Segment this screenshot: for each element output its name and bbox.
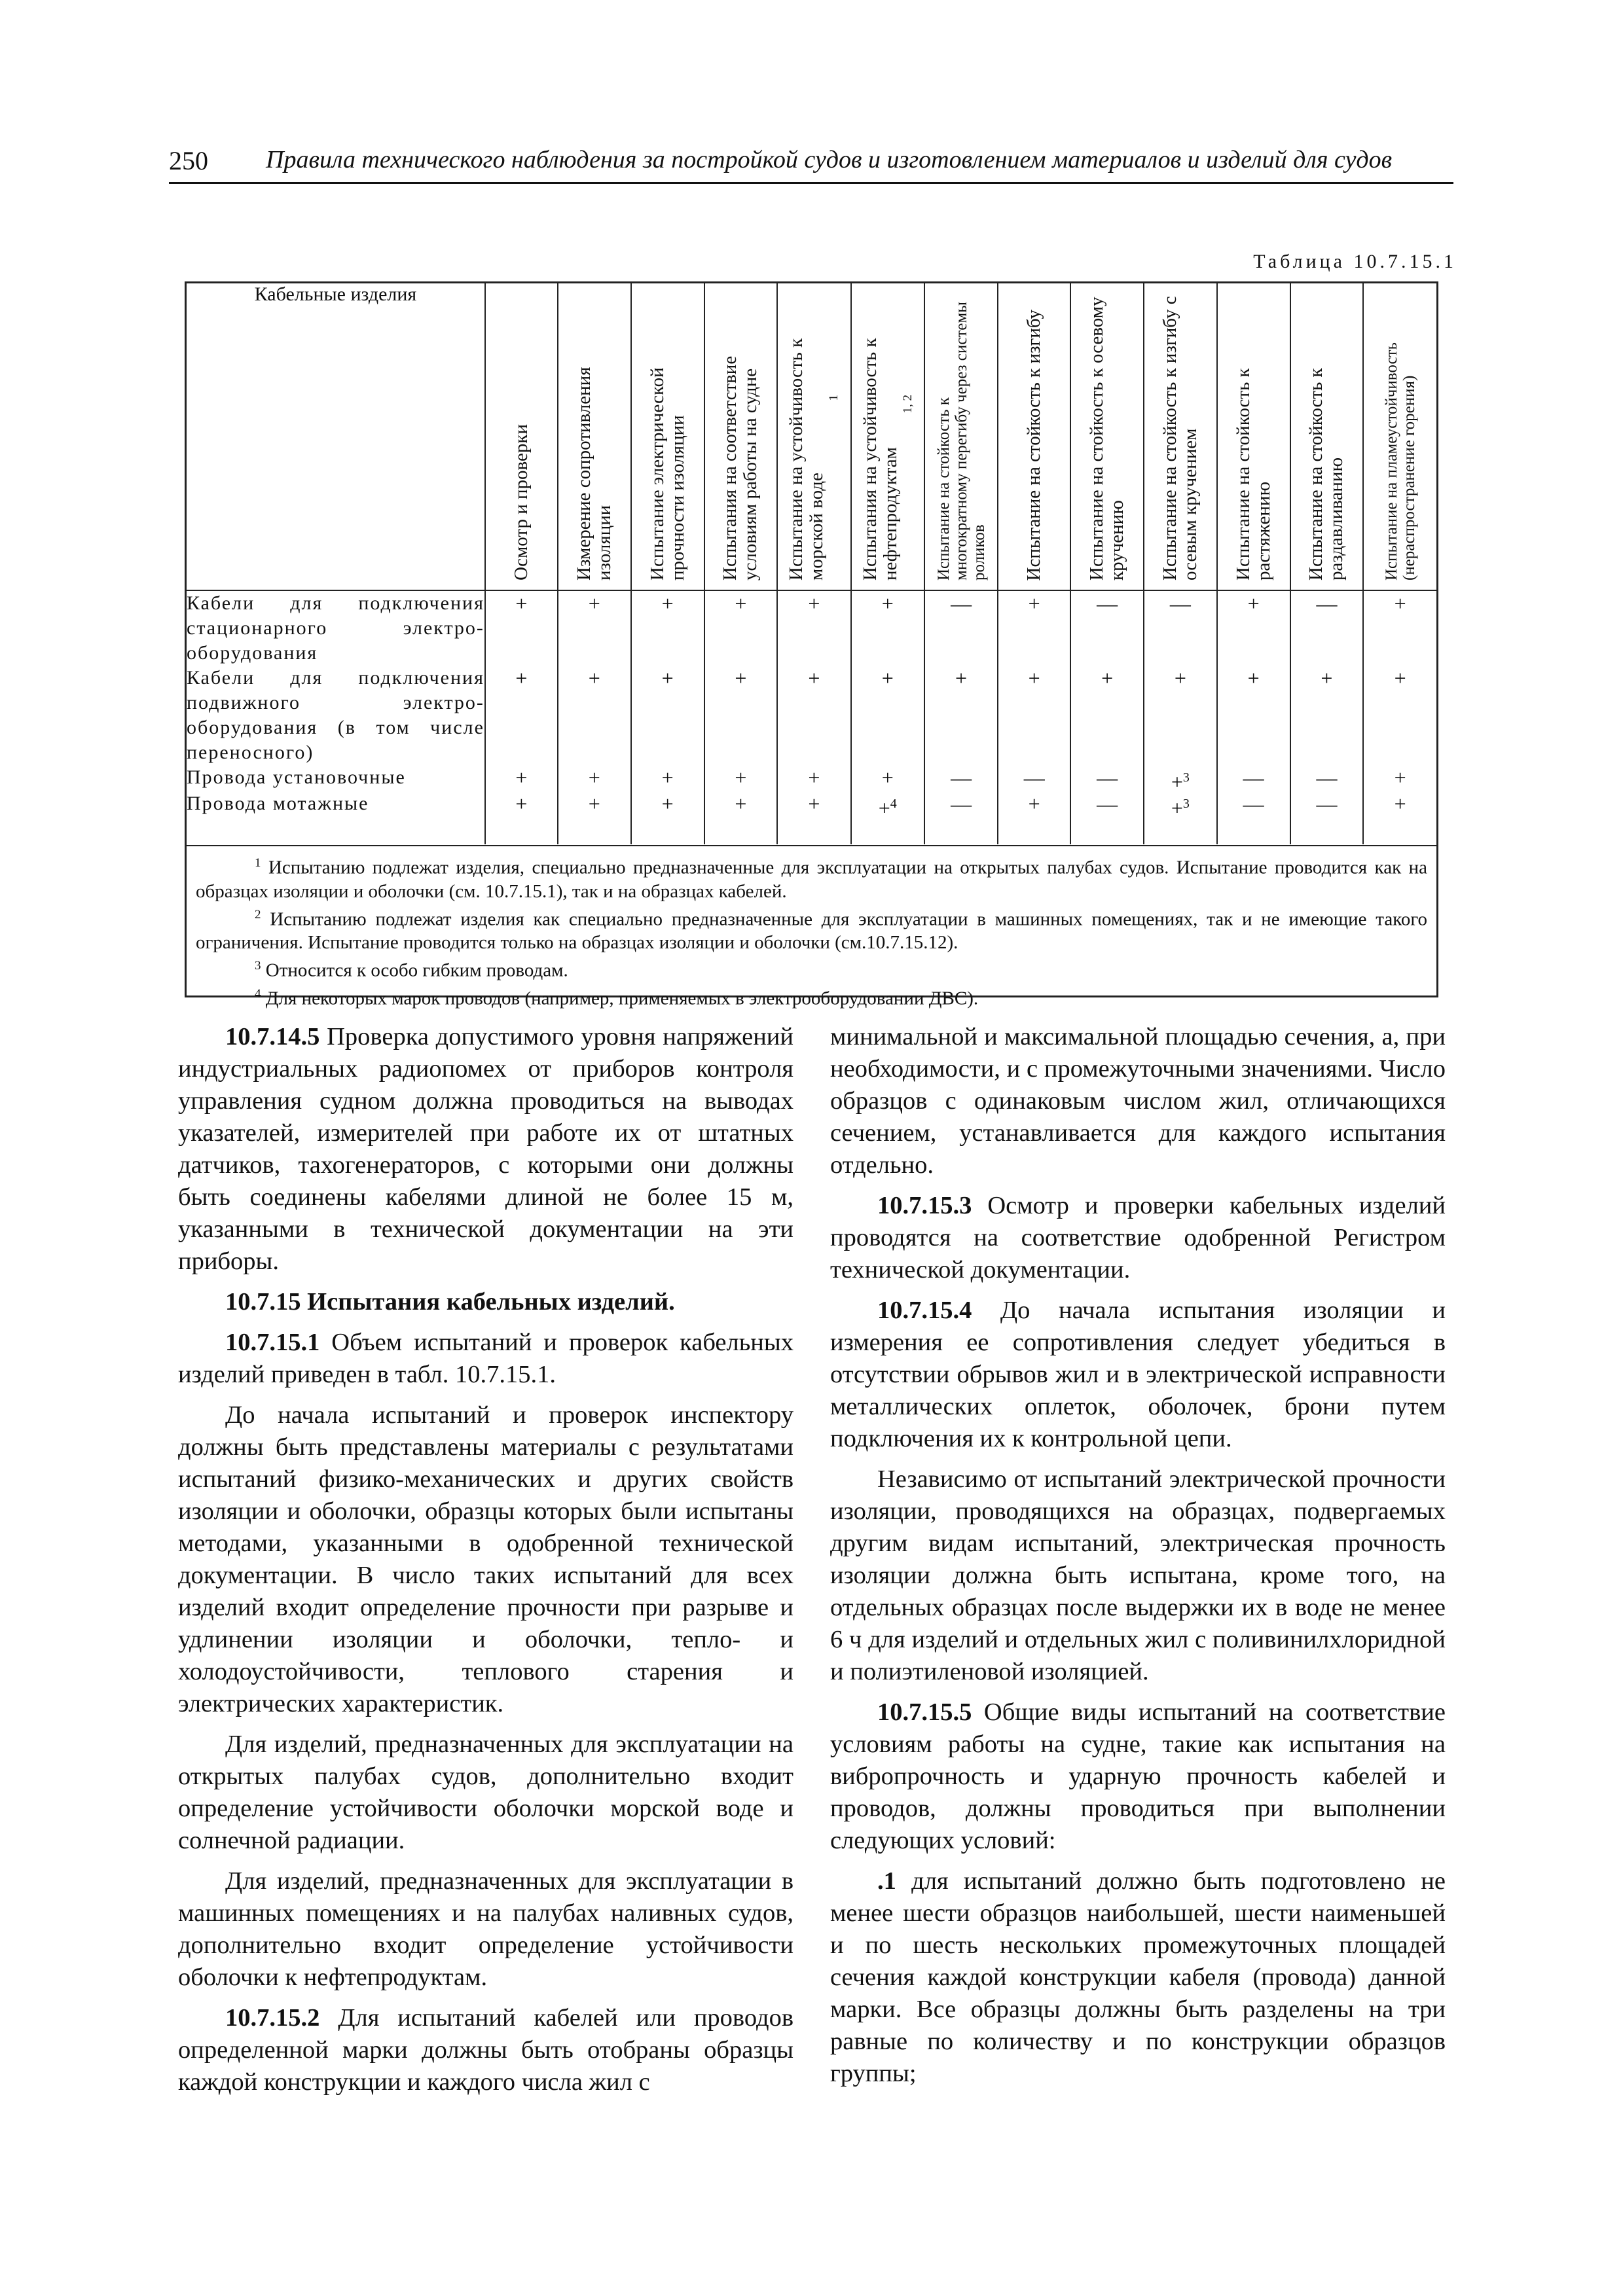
mark-required: + [1321, 666, 1333, 690]
mark-required: + [735, 766, 747, 789]
mark-footnote-ref: 3 [1182, 797, 1190, 811]
mark-required: + [881, 592, 894, 615]
column-header-1 [485, 283, 558, 590]
paragraph-number: 10.7.15.1 [225, 1329, 320, 1356]
column-header-9 [1070, 283, 1144, 590]
paragraph-text: для испытаний должно быть подготовлено не менее шести образцов наибольшей, шести наименьшей и по шесть нескольких промежуточных площадей сечения каждой конструкции кабеля (провода) данной марки. Все образцы должны быть разделены на три равные по количеству и по конструкции образцов группы; [830, 1867, 1446, 2087]
paragraph [178, 1327, 793, 1391]
column-header-label: Испытание на стойкость к раздавливанию [1305, 368, 1347, 581]
mark-not-required: — [1243, 792, 1264, 816]
mark-required: + [1171, 770, 1183, 794]
paragraph-text: Проверка допустимого уровня напряжений индустриальных радиопомех от приборов контроля управления судном должна проводиться на выводах указателей, измерителей при работе их от штатных датчиков, тахогенераторов, с которыми они должны быть соединены кабелями длиной не более 15 м, указанными в технической документации на эти приборы. [178, 1023, 793, 1275]
mark-required: + [588, 666, 600, 690]
mark-required: + [1394, 592, 1406, 615]
mark-required: + [1247, 666, 1260, 690]
column-header-label: Испытание на стойкость к изгибу [1023, 309, 1045, 581]
mark-required: + [1174, 666, 1186, 690]
mark-required: + [1028, 666, 1040, 690]
column-header-label: Испытание на стойкость к изгибу с осевым кручением [1159, 296, 1201, 581]
paragraph-text: Для испытаний кабелей или проводов определенной марки должны быть отобраны образцы каждой конструкции и каждого числа жил с [178, 2004, 793, 2096]
mark-required: + [1394, 792, 1406, 816]
table-grid [187, 283, 1436, 844]
paragraph-number: 10.7.15.5 [877, 1698, 972, 1726]
mark-required: + [588, 792, 600, 816]
paragraph [830, 1021, 1446, 1181]
paragraph [178, 2002, 793, 2098]
paragraph-number: 10.7.14.5 [225, 1023, 320, 1050]
mark-column-11 [1217, 590, 1290, 844]
paragraph [830, 1865, 1446, 2090]
column-header-label: Испытания на устойчивость к нефтепродуктам [859, 338, 901, 581]
mark-column-3 [631, 590, 704, 844]
row-name: Кабели для подключения подвижного электро-оборудования (в том числе переносного) [187, 667, 484, 763]
footnote-text: Относится к особо гибким проводам. [261, 960, 568, 981]
mark-column-7 [924, 590, 998, 844]
paragraph-text: минимальной и максимальной площадью сечения, а, при необходимости, и с промежуточными значениями. Число образцов с одинаковым числом жил, отличающихся сечением, устанавливается для каждого испытания отдельно. [830, 1023, 1446, 1179]
mark-not-required: — [1097, 766, 1118, 789]
mark-not-required: — [1316, 792, 1338, 816]
column-header-label: Испытание на стойкость к осевому кручению [1086, 296, 1128, 581]
text-column-left [178, 1021, 793, 2107]
mark-footnote-ref: 4 [890, 797, 897, 811]
mark-required: + [515, 592, 528, 615]
mark-column-10 [1144, 590, 1217, 844]
column-header-label: Испытание на стойкость к многократному перегибу через системы роликов [934, 302, 988, 581]
column-header-label: Испытание на устойчивость к морской воде [786, 338, 828, 581]
row-name: Провода мотажные [187, 793, 369, 814]
mark-required: + [661, 766, 674, 789]
mark-required: + [808, 592, 820, 615]
paragraph [830, 1295, 1446, 1455]
mark-required: + [808, 666, 820, 690]
paragraph [830, 1463, 1446, 1688]
mark-not-required: — [951, 792, 972, 816]
paragraph [178, 1865, 793, 1994]
paragraph-text: До начала испытаний и проверок инспектору должны быть представлены материалы с результатами испытаний физико-механических и других свойств изоляции и оболочки, образцы которых были испытаны методами, указанными в одобренной технической документации. В число таких испытаний для всех изделий входит определение прочности при разрыве и удлинении изоляции и оболочки, тепло- и холодоустойчивости, теплового старения и электрических характеристик. [178, 1401, 793, 1717]
paragraph [178, 1021, 793, 1278]
footnote [196, 982, 1427, 1011]
mark-required: + [1028, 792, 1040, 816]
row-name: Провода установочные [187, 766, 406, 788]
paragraph-number: 10.7.15 Испытания кабельных изделий. [225, 1288, 675, 1316]
paragraph-number: 10.7.15.2 [225, 2004, 320, 2032]
column-header-4 [704, 283, 778, 590]
mark-not-required: — [1316, 766, 1338, 789]
mark-required: + [588, 766, 600, 789]
paragraph-number: .1 [877, 1867, 896, 1895]
page-header [169, 143, 1453, 184]
mark-column-13 [1363, 590, 1436, 844]
column-header-label: Испытание на стойкость к растяжению [1232, 368, 1274, 581]
mark-not-required: — [1097, 792, 1118, 816]
mark-footnote-ref: 3 [1182, 770, 1190, 785]
column-header-footnote-ref: 1, 2 [900, 395, 915, 414]
column-header-13 [1363, 283, 1436, 590]
mark-required: + [808, 792, 820, 816]
mark-required: + [881, 766, 894, 789]
footnote [196, 903, 1427, 955]
mark-required: + [808, 766, 820, 789]
paragraph-text: Для изделий, предназначенных для эксплуатации на открытых палубах судов, дополнительно входит определение устойчивости оболочки морской воде и солнечной радиации. [178, 1731, 793, 1854]
column-header-6 [851, 283, 924, 590]
mark-column-5 [777, 590, 850, 844]
paragraph-text: Общие виды испытаний на соответствие условиям работы на судне, такие как испытания на вибропрочность и ударную прочность кабелей и проводов, должны проводиться при выполнении следующих условий: [830, 1698, 1446, 1854]
mark-required: + [1394, 766, 1406, 789]
column-header-label: Испытание на пламеустойчивость (нераспространение горения) [1382, 342, 1418, 581]
mark-required: + [735, 792, 747, 816]
mark-not-required: — [1169, 592, 1191, 615]
row-name: Кабели для подключения стационарного электро-оборудования [187, 592, 484, 664]
column-header-7 [924, 283, 998, 590]
mark-required: + [661, 666, 674, 690]
text-column-right [830, 1021, 1446, 2098]
paragraph [178, 1729, 793, 1857]
mark-column-1 [485, 590, 558, 844]
column-header-footnote-ref: 1 [827, 395, 841, 401]
mark-required: + [878, 796, 890, 820]
footnote-text: Испытанию подлежат изделия как специально предназначенные для эксплуатации в машинных помещениях, так и не имеющие такого ограничения. Испытание проводится только на образцах изоляции и оболочки (см.10.7.15.12). [196, 908, 1427, 954]
footnote-number: 2 [255, 907, 261, 922]
mark-not-required: — [951, 592, 972, 615]
mark-required: + [881, 666, 894, 690]
mark-required: + [515, 666, 528, 690]
footnote [196, 852, 1427, 903]
column-header-label: Испытания на соответствие условиям работы на судне [720, 355, 761, 581]
mark-required: + [661, 792, 674, 816]
column-header-label: Испытание электрической прочности изоляции [646, 367, 688, 581]
table-corner-header: Кабельные изделия [187, 283, 485, 590]
mark-required: + [735, 666, 747, 690]
table-caption: Таблица 10.7.15.1 [1253, 251, 1457, 272]
table-footnotes [187, 845, 1436, 1011]
row-names-cell [187, 590, 485, 844]
mark-required: + [661, 592, 674, 615]
footnote [196, 954, 1427, 982]
mark-required: + [735, 592, 747, 615]
mark-required: + [1101, 666, 1114, 690]
running-title: Правила технического наблюдения за постройкой судов и изготовлением материалов и изделий для судов [266, 146, 1393, 173]
paragraph [830, 1696, 1446, 1857]
mark-not-required: — [1316, 592, 1338, 615]
column-header-12 [1290, 283, 1364, 590]
paragraph-text: До начала испытания изоляции и измерения ее сопротивления следует убедиться в отсутствии обрывов жил и в электрической исправности металлических оплеток, оболочек, брони путем подключения их к контрольной цепи. [830, 1297, 1446, 1452]
mark-not-required: — [1097, 592, 1118, 615]
column-header-label: Измерение сопротивления изоляции [573, 367, 615, 581]
footnote-text: Для некоторых марок проводов (например, применяемых в электрооборудовании ДВС). [261, 988, 979, 1009]
paragraph-text: Объем испытаний и проверок кабельных изделий приведен в табл. 10.7.15.1. [178, 1329, 793, 1388]
column-header-8 [998, 283, 1070, 590]
mark-required: + [515, 766, 528, 789]
mark-not-required: — [1243, 766, 1264, 789]
mark-required: + [515, 792, 528, 816]
footnote-text: Испытанию подлежат изделия, специально предназначенные для эксплуатации на открытых палубах судов. Испытание проводится как на образцах изоляции и оболочки (см. 10.7.15.1), так и на образцах кабелей. [196, 857, 1427, 902]
mark-required: + [1247, 592, 1260, 615]
paragraph-number: 10.7.15.3 [877, 1192, 972, 1219]
mark-not-required: — [951, 766, 972, 789]
paragraph [830, 1190, 1446, 1286]
mark-required: + [1394, 666, 1406, 690]
paragraph-text: Независимо от испытаний электрической прочности изоляции, проводящихся на образцах, подвергаемых другим видам испытаний, электрическая прочность изоляции должна быть испытана, кроме того, на отдельных образцах после выдержки их в воде не менее 6 ч для изделий и отдельных жил с поливинилхлоридной и полиэтиленовой изоляцией. [830, 1465, 1446, 1685]
column-header-label: Осмотр и проверки [510, 424, 532, 581]
mark-column-12 [1290, 590, 1364, 844]
paragraph [178, 1286, 793, 1318]
column-header-3 [631, 283, 704, 590]
mark-required: + [955, 666, 968, 690]
mark-column-9 [1070, 590, 1144, 844]
mark-column-4 [704, 590, 778, 844]
page-number: 250 [169, 146, 208, 175]
footnote-number: 4 [255, 986, 261, 1001]
mark-required: + [1028, 592, 1040, 615]
cable-tests-table [185, 281, 1438, 1009]
mark-required: + [588, 592, 600, 615]
mark-column-6 [851, 590, 924, 844]
mark-required: + [1171, 796, 1183, 820]
column-header-5 [777, 283, 850, 590]
column-header-11 [1217, 283, 1290, 590]
footnote-number: 1 [255, 856, 261, 870]
paragraph-text: Осмотр и проверки кабельных изделий проводятся на соответствие одобренной Регистром технической документации. [830, 1192, 1446, 1283]
paragraph-text: Для изделий, предназначенных для эксплуатации в машинных помещениях и на палубах наливных судов, дополнительно входит определение устойчивости оболочки к нефтепродуктам. [178, 1867, 793, 1991]
footnote-number: 3 [255, 959, 261, 973]
mark-column-8 [998, 590, 1070, 844]
column-header-10 [1144, 283, 1217, 590]
paragraph-number: 10.7.15.4 [877, 1297, 972, 1324]
column-header-2 [558, 283, 631, 590]
paragraph [178, 1399, 793, 1720]
mark-not-required: — [1023, 766, 1045, 789]
mark-column-2 [558, 590, 631, 844]
